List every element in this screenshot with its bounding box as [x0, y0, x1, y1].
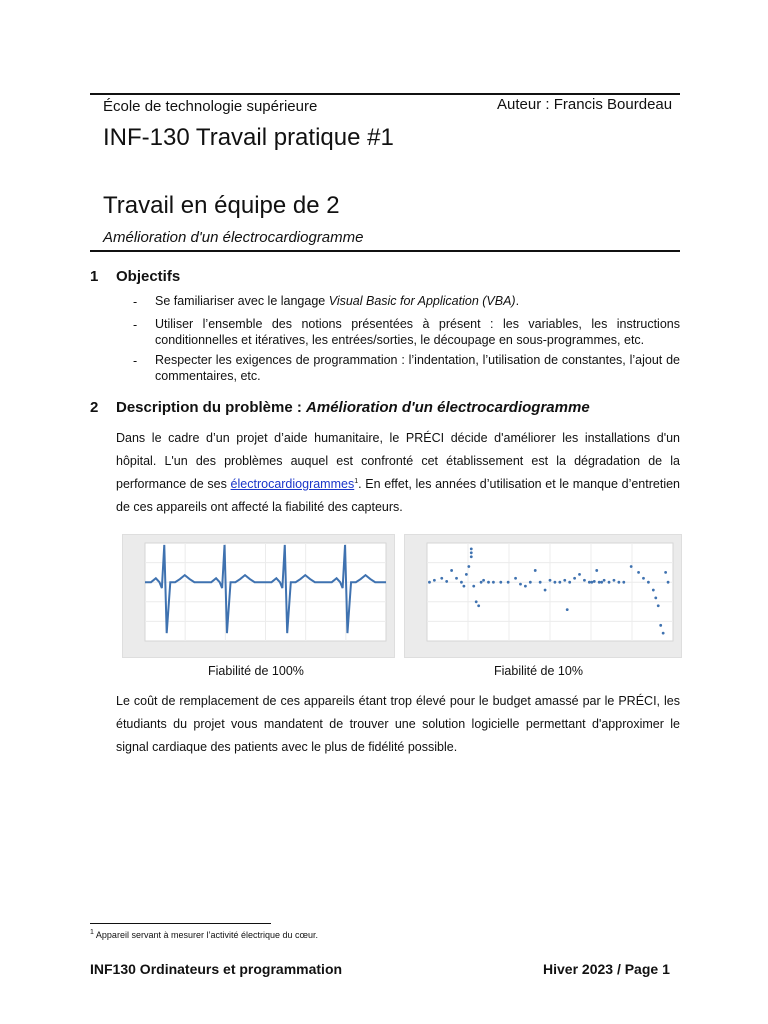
- data-point: [445, 580, 448, 583]
- data-point: [578, 573, 581, 576]
- data-point: [470, 551, 473, 554]
- section1-title: Objectifs: [116, 268, 181, 285]
- data-point: [593, 580, 596, 583]
- data-point: [534, 569, 537, 572]
- data-point: [514, 577, 517, 580]
- data-point: [652, 589, 655, 592]
- school-name: École de technologie supérieure: [103, 98, 318, 115]
- course-title: INF-130 Travail pratique #1: [103, 124, 394, 151]
- ecg-chart-100: [122, 534, 395, 658]
- bullet-item: Utiliser l’ensemble des notions présentées à présent : les variables, les instructions conditionnelles et itératives, les entrées/sorties, le découpage en sous-programmes, etc.: [155, 317, 680, 347]
- data-point: [482, 579, 485, 582]
- data-point: [467, 565, 470, 568]
- data-point: [637, 571, 640, 574]
- data-point: [507, 581, 510, 584]
- ecg-chart-100-svg: [123, 535, 394, 657]
- data-point: [549, 579, 552, 582]
- data-point: [539, 581, 542, 584]
- data-point: [613, 579, 616, 582]
- bullet-marker: -: [133, 318, 138, 332]
- data-point: [428, 581, 431, 584]
- data-point: [664, 571, 667, 574]
- team-title: Travail en équipe de 2: [103, 192, 340, 219]
- data-point: [657, 604, 660, 607]
- footnote-rule: [90, 923, 271, 924]
- bullet-item: Se familiariser avec le langage Visual Basic for Application (VBA).: [155, 294, 520, 308]
- bullet-marker: -: [133, 354, 138, 368]
- data-point: [463, 585, 466, 588]
- data-point: [566, 608, 569, 611]
- data-point: [475, 600, 478, 603]
- header-rule: [90, 250, 680, 252]
- data-point: [588, 581, 591, 584]
- data-point: [662, 632, 665, 635]
- bullet-item: Respecter les exigences de programmation : l’indentation, l’utilisation de constantes, l’ajout de commentaires, etc.: [155, 353, 680, 383]
- paragraph-2: Le coût de remplacement de ces appareils étant trop élevé pour le budget amassé par le PRÉCI, les étudiants du projet vous mandatent de trouver une solution logicielle permettant d'approximer le signal cardiaque des patients avec le plus de fidélité possible.: [116, 694, 680, 754]
- data-point: [487, 581, 490, 584]
- data-point: [554, 581, 557, 584]
- caption-left: Fiabilité de 100%: [208, 664, 304, 678]
- data-point: [659, 624, 662, 627]
- data-point: [455, 577, 458, 580]
- data-point: [642, 577, 645, 580]
- data-point: [573, 577, 576, 580]
- data-point: [647, 581, 650, 584]
- caption-right: Fiabilité de 10%: [494, 664, 583, 678]
- data-point: [460, 581, 463, 584]
- data-point: [595, 569, 598, 572]
- section2-title: Description du problème : Amélioration d'un électrocardiogramme: [116, 399, 590, 416]
- data-point: [465, 573, 468, 576]
- data-point: [608, 581, 611, 584]
- section2-number: 2: [90, 399, 99, 416]
- data-point: [568, 581, 571, 584]
- data-point: [600, 581, 603, 584]
- data-point: [667, 581, 670, 584]
- data-point: [450, 569, 453, 572]
- data-point: [499, 581, 502, 584]
- data-point: [480, 581, 483, 584]
- data-point: [519, 583, 522, 586]
- footer-page: Hiver 2023 / Page 1: [543, 961, 670, 977]
- doc-subtitle: Amélioration d'un électrocardiogramme: [103, 229, 364, 246]
- top-rule: [90, 93, 680, 95]
- ecg-link[interactable]: électrocardiogrammes: [230, 477, 355, 491]
- data-point: [630, 565, 633, 568]
- data-point: [544, 589, 547, 592]
- bullet-marker: -: [133, 295, 138, 309]
- data-point: [590, 581, 593, 584]
- footer-course: INF130 Ordinateurs et programmation: [90, 961, 343, 977]
- data-point: [492, 581, 495, 584]
- data-point: [583, 579, 586, 582]
- ecg-chart-10-svg: [405, 535, 681, 657]
- data-point: [524, 585, 527, 588]
- data-point: [472, 585, 475, 588]
- data-point: [654, 596, 657, 599]
- data-point: [440, 577, 443, 580]
- data-point: [622, 581, 625, 584]
- ecg-chart-10: [404, 534, 682, 658]
- data-point: [529, 581, 532, 584]
- section1-number: 1: [90, 268, 99, 285]
- data-point: [558, 581, 561, 584]
- data-point: [617, 581, 620, 584]
- author: Auteur : Francis Bourdeau: [497, 96, 673, 113]
- data-point: [433, 579, 436, 582]
- footnote-ref: 1: [354, 477, 359, 485]
- footnote: $^1$ Appareil servant à mesurer l’activité électrique du cœur.: [90, 929, 319, 940]
- data-point: [470, 547, 473, 550]
- data-point: [563, 579, 566, 582]
- data-point: [477, 604, 480, 607]
- data-point: [598, 581, 601, 584]
- paragraph-1: Dans le cadre d’un projet d’aide humanitaire, le PRÉCI décide d'améliorer les installations d'un hôpital. L'un des problèmes auquel est confronté cet établissement est la dégradation de la performance de ses électrocardiogrammes$^1$. En effet, les années d’utilisation et le manque d’entretien de ces appareils ont affecté la fiabilité des capteurs.: [116, 431, 680, 514]
- data-point: [603, 579, 606, 582]
- data-point: [470, 555, 473, 558]
